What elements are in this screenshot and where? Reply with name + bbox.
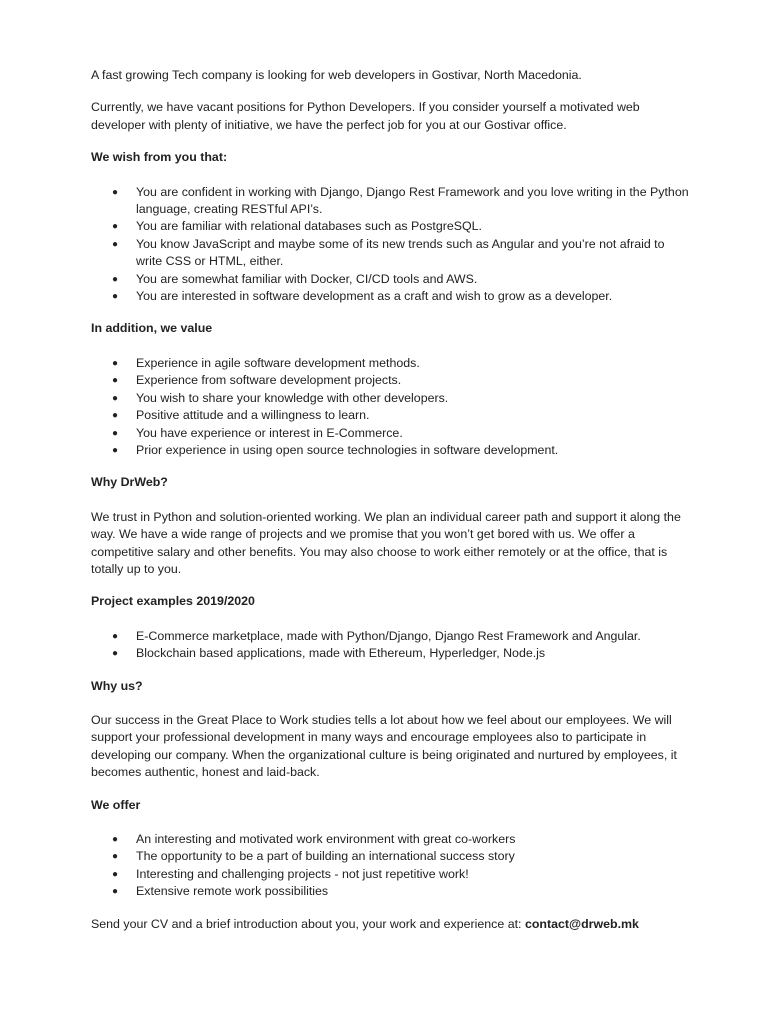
intro-paragraph: A fast growing Tech company is looking for web developers in Gostivar, North Macedonia. xyxy=(91,68,582,82)
bullet-icon: ● xyxy=(112,886,119,898)
list-item: ● Extensive remote work possibilities xyxy=(91,883,691,900)
list-item: ● You are confident in working with Django, Django Rest Framework and you love writing in the Python language, creating RESTful API’s. xyxy=(112,184,689,217)
bullet-icon: ● xyxy=(112,444,119,456)
list-item: ● You wish to share your knowledge with other developers. xyxy=(91,390,691,407)
closing-paragraph xyxy=(91,916,691,933)
list-item: ● E-Commerce marketplace, made with Python/Django, Django Rest Framework and Angular. xyxy=(91,628,691,645)
projects-list xyxy=(91,628,691,663)
list-item: ● Positive attitude and a willingness to learn. xyxy=(91,407,691,424)
bullet-icon: ● xyxy=(112,410,119,422)
value-list xyxy=(91,355,691,459)
why-drweb-heading: Why DrWeb? xyxy=(91,475,168,490)
why-us-heading: Why us? xyxy=(91,678,143,693)
bullet-icon: ● xyxy=(112,392,119,404)
list-item: ● Experience from software development projects. xyxy=(91,372,691,389)
list-item: ● You are familiar with relational databases such as PostgreSQL. xyxy=(91,218,691,235)
vacancy-paragraph: Currently, we have vacant positions for Python Developers. If you consider yourself a motivated web developer with plenty of initiative, we have the perfect job for you at our Gostivar office. xyxy=(91,100,640,132)
offer-list xyxy=(91,831,691,901)
list-item: ● You know JavaScript and maybe some of its new trends such as Angular and you’re not afraid to write CSS or HTML, either. xyxy=(112,236,665,269)
bullet-icon: ● xyxy=(112,648,119,660)
bullet-icon: ● xyxy=(112,238,119,250)
wish-heading: We wish from you that: xyxy=(91,150,228,165)
bullet-icon: ● xyxy=(112,291,119,303)
list-item: ● You are interested in software development as a craft and wish to grow as a developer. xyxy=(91,288,691,305)
bullet-icon: ● xyxy=(112,221,119,233)
value-heading: In addition, we value xyxy=(91,321,213,336)
bullet-icon: ● xyxy=(112,357,119,369)
bullet-icon: ● xyxy=(112,630,119,642)
bullet-icon: ● xyxy=(112,375,119,387)
contact-email: contact@drweb.mk xyxy=(524,916,639,931)
job-posting-document xyxy=(91,67,691,948)
wish-list xyxy=(91,184,691,306)
list-item: ● The opportunity to be a part of building an international success story xyxy=(91,848,691,865)
bullet-icon: ● xyxy=(112,273,119,285)
bullet-icon: ● xyxy=(112,834,119,845)
list-item: ● Interesting and challenging projects - not just repetitive work! xyxy=(91,866,691,883)
why-drweb-paragraph: We trust in Python and solution-oriented working. We plan an individual career path and support it along the way. We have a wide range of projects and we promise that you won’t get bored with us. We offer a competitive salary and other benefits. You may also choose to work either remotely or at the office, that is totally up to you. xyxy=(91,509,681,576)
list-item: ● Blockchain based applications, made with Ethereum, Hyperledger, Node.js xyxy=(91,645,691,662)
list-item: ● Experience in agile software development methods. xyxy=(91,355,691,372)
why-us-paragraph: Our success in the Great Place to Work studies tells a lot about how we feel about our employees. We will support your professional development in many ways and encourage employees also to participate in developing our company. When the organizational culture is being originated and nurtured by employees, it becomes authentic, honest and laid-back. xyxy=(91,712,677,780)
bullet-icon: ● xyxy=(112,186,119,198)
list-item: ● You have experience or interest in E-Commerce. xyxy=(91,425,691,442)
list-item: ● You are somewhat familiar with Docker, CI/CD tools and AWS. xyxy=(91,271,691,288)
bullet-icon: ● xyxy=(112,868,119,880)
list-item: ● Prior experience in using open source technologies in software development. xyxy=(91,442,691,459)
offer-heading: We offer xyxy=(91,797,141,812)
bullet-icon: ● xyxy=(112,427,119,439)
bullet-icon: ● xyxy=(112,851,119,863)
projects-heading: Project examples 2019/2020 xyxy=(91,594,255,609)
closing-text: Send your CV and a brief introduction about you, your work and experience at: xyxy=(91,916,525,931)
list-item: ● An interesting and motivated work environment with great co-workers xyxy=(91,831,691,848)
